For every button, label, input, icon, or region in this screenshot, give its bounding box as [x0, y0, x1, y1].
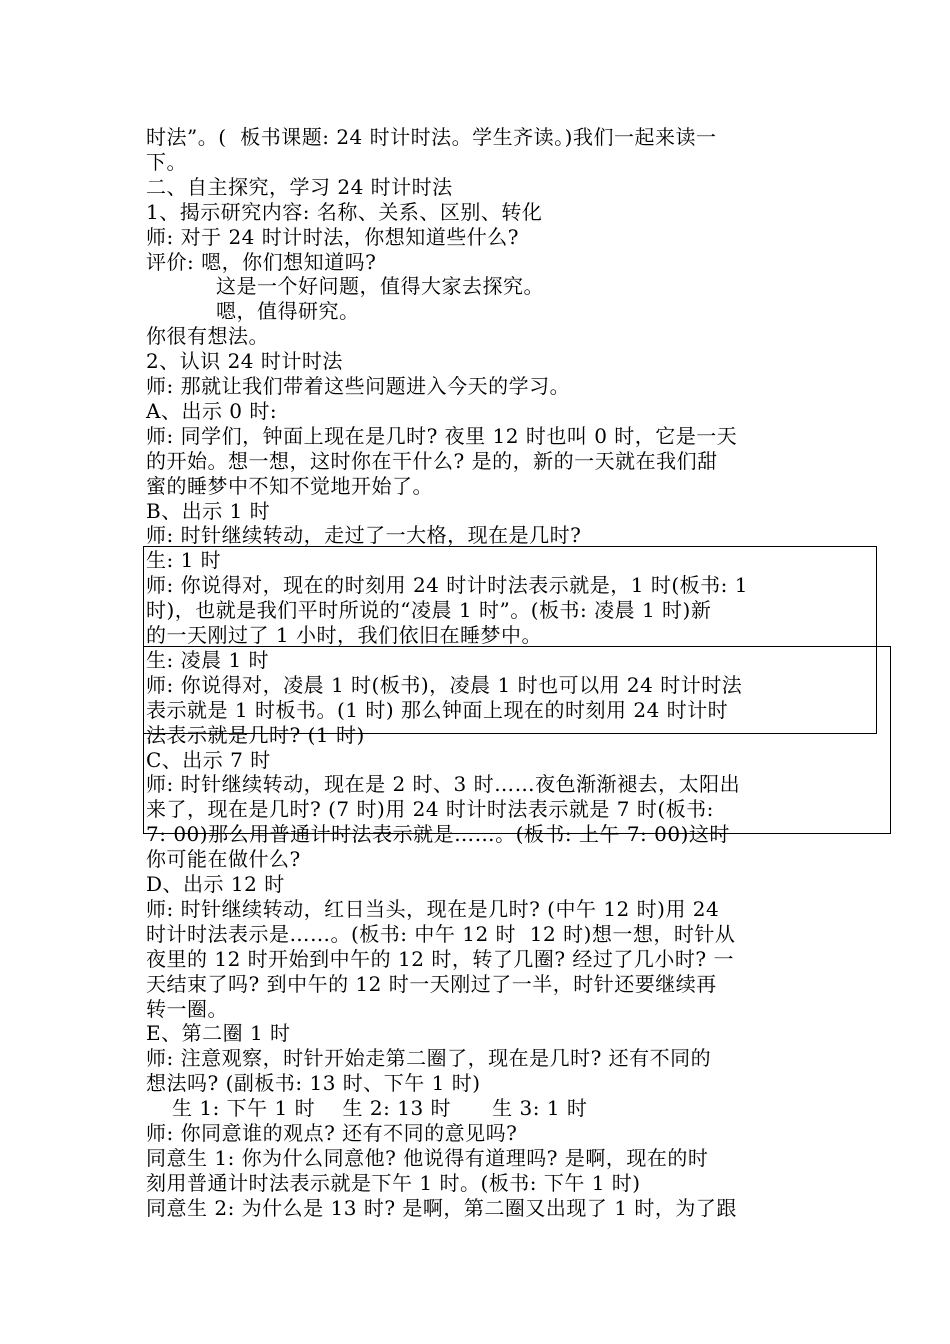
- text-line: 生 1: 下午 1 时 生 2: 13 时 生 3: 1 时: [172, 1096, 588, 1121]
- text-line: A、出示 0 时:: [146, 398, 278, 423]
- text-line: 的一天刚过了 1 小时，我们依旧在睡梦中。: [146, 623, 542, 647]
- text-line: 这是一个好问题，值得大家去探究。: [216, 274, 544, 299]
- text-line: 下。: [146, 149, 187, 174]
- text-line: 来了，现在是几时? (7 时)用 24 时计时法表示就是 7 时(板书:: [146, 797, 714, 822]
- text-line: 师: 时针继续转动，现在是 2 时、3 时……夜色渐渐褪去，太阳出: [146, 772, 741, 797]
- text-line: 刻用普通计时法表示就是下午 1 时。(板书: 下午 1 时): [146, 1170, 641, 1195]
- text-line: C、出示 7 时: [146, 747, 271, 772]
- text-line: 法表示就是几时? (1 时): [146, 722, 365, 747]
- text-line: B、出示 1 时: [146, 498, 271, 523]
- text-line: 评价: 嗯，你们想知道吗?: [146, 249, 377, 274]
- text-line: 师: 时针继续转动，走过了一大格，现在是几时?: [146, 523, 582, 548]
- text-line: 生: 1 时: [146, 548, 222, 573]
- text-line: 同意生 2: 为什么是 13 时? 是啊，第二圈又出现了 1 时，为了跟: [146, 1195, 737, 1220]
- text-line: 转一圈。: [146, 996, 228, 1021]
- text-line: 师: 对于 24 时计时法，你想知道些什么?: [146, 224, 519, 249]
- text-line: 师: 注意观察，时针开始走第二圈了，现在是几时? 还有不同的: [146, 1046, 712, 1071]
- text-line: E、第二圈 1 时: [146, 1021, 291, 1046]
- text-line: 师: 时针继续转动，红日当头，现在是几时? (中午 12 时)用 24: [146, 896, 720, 921]
- text-line: 1、揭示研究内容: 名称、关系、区别、转化: [146, 199, 543, 224]
- text-line: 师: 那就让我们带着这些问题进入今天的学习。: [146, 374, 571, 398]
- text-line: 2、认识 24 时计时法: [146, 349, 343, 374]
- text-line: 师: 你说得对，凌晨 1 时(板书)，凌晨 1 时也可以用 24 时计时法: [146, 672, 743, 697]
- text-line: 时计时法表示是……。(板书: 中午 12 时 12 时)想一想，时针从: [146, 921, 736, 946]
- text-line: 你很有想法。: [146, 324, 269, 349]
- text-line: 的开始。想一想，这时你在干什么? 是的，新的一天就在我们甜: [146, 448, 718, 473]
- text-line: 想法吗? (副板书: 13 时、下午 1 时): [146, 1071, 481, 1096]
- text-line: 生: 凌晨 1 时: [146, 647, 270, 672]
- text-line: 夜里的 12 时开始到中午的 12 时，转了几圈? 经过了几小时? 一: [146, 946, 734, 971]
- text-line: 师: 同学们，钟面上现在是几时? 夜里 12 时也叫 0 时，它是一天: [146, 423, 738, 448]
- text-line: 同意生 1: 你为什么同意他? 他说得有道理吗? 是啊，现在的时: [146, 1145, 709, 1170]
- text-line: D、出示 12 时: [146, 872, 285, 896]
- text-line: 天结束了吗? 到中午的 12 时一天刚过了一半，时针还要继续再: [146, 971, 717, 996]
- text-line: 时法”。( 板书课题: 24 时计时法。学生齐读。)我们一起来读一: [146, 125, 717, 149]
- text-line: 二、自主探究，学习 24 时计时法: [146, 174, 453, 199]
- text-line: 嗯，值得研究。: [216, 299, 360, 324]
- text-line: 时)，也就是我们平时所说的“凌晨 1 时”。(板书: 凌晨 1 时)新: [146, 598, 712, 623]
- text-line: 师: 你同意谁的观点? 还有不同的意见吗?: [146, 1121, 518, 1145]
- text-line: 表示就是 1 时板书。(1 时) 那么钟面上现在的时刻用 24 时计时: [146, 697, 729, 722]
- text-line: 你可能在做什么?: [146, 847, 301, 872]
- text-line: 7: 00)那么用普通计时法表示就是……。(板书: 上午 7: 00)这时: [146, 822, 730, 847]
- text-line: 师: 你说得对，现在的时刻用 24 时计时法表示就是，1 时(板书: 1: [146, 573, 748, 598]
- text-line: 蜜的睡梦中不知不觉地开始了。: [146, 473, 433, 498]
